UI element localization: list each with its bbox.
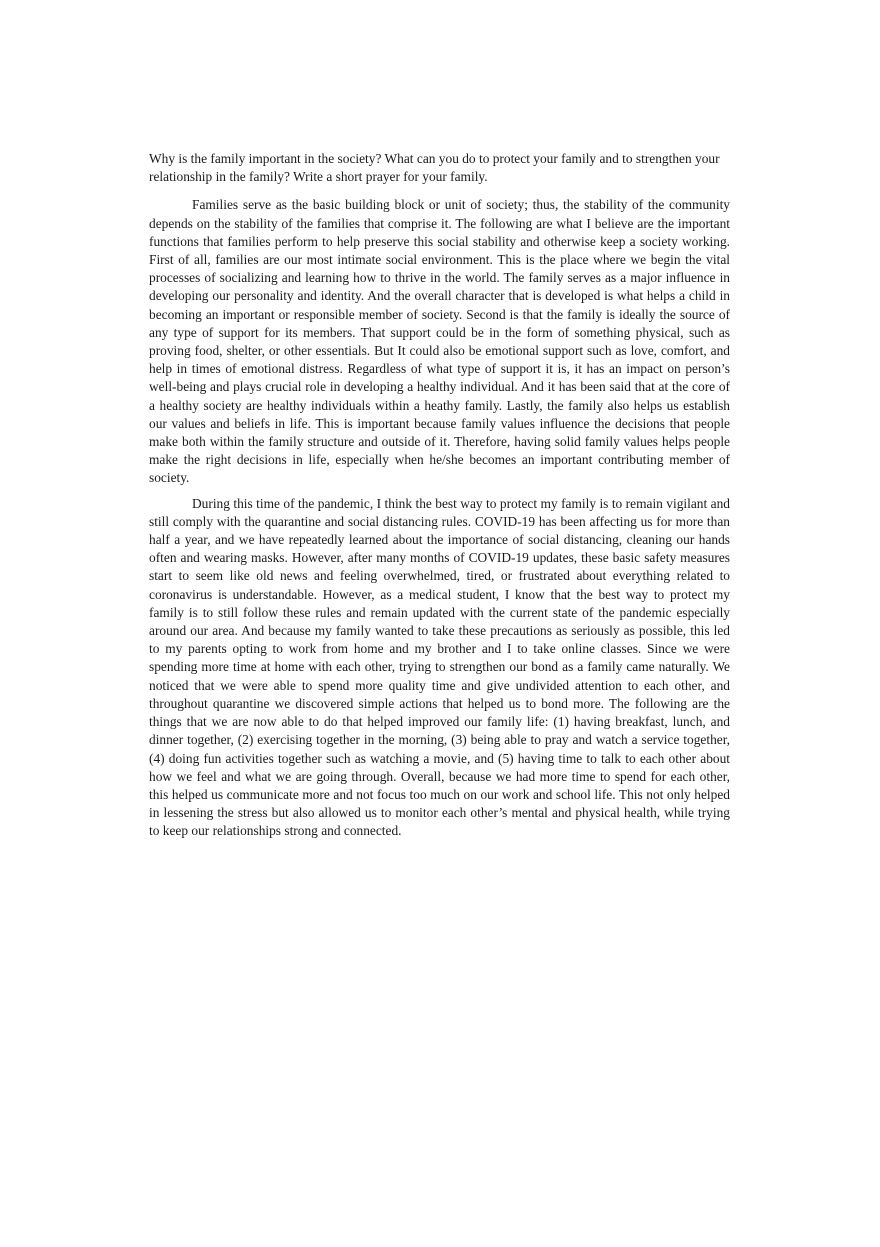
paragraph-pandemic-protection: During this time of the pandemic, I think the best way to protect my family is to remain vigilant and still comply with the quarantine and social distancing rules. COVID-19 has been affecting us for more than half a year, and we have repeatedly learned about the importance of social distancing, cleaning our hands often and wearing masks. However, after many months of COVID-19 updates, these basic safety measures start to seem like old news and feeling overwhelmed, tired, or frustrated about everything related to coronavirus is understandable. However, as a medical student, I know that the best way to protect my family is to still follow these rules and remain updated with the current state of the pandemic especially around our area. And because my family wanted to take these precautions as seriously as possible, this led to my parents opting to work from home and my brother and I to take online classes. Since we were spending more time at home with each other, trying to strengthen our bond as a family came naturally. We noticed that we were able to spend more quality time and give undivided attention to each other, and throughout quarantine we discovered simple actions that helped us to bond more. The following are the things that we are now able to do that helped improved our family life: (1) having breakfast, lunch, and dinner together, (2) exercising together in the morning, (3) being able to pray and watch a service together, (4) doing fun activities together such as watching a movie, and (5) having time to talk to each other about how we feel and what we are going through. Overall, because we had more time to spend for each other, this helped us communicate more and not focus too much on our work and school life. This not only helped in lessening the stress but also allowed us to monitor each other’s mental and physical health, while trying to keep our relationships strong and connected. <box>149 495 730 839</box>
document-body <box>149 150 730 848</box>
essay-prompt: Why is the family important in the society? What can you do to protect your family and to strengthen your relationship in the family? Write a short prayer for your family. <box>149 151 720 185</box>
paragraph-family-functions: Families serve as the basic building block or unit of society; thus, the stability of the community depends on the stability of the families that comprise it. The following are what I believe are the important functions that families perform to help preserve this social stability and otherwise keep a society working. First of all, families are our most intimate social environment. This is the place where we begin the vital processes of socializing and learning how to thrive in the world. The family serves as a major influence in developing our personality and identity. And the overall character that is developed is what helps a child in becoming an important or responsible member of society. Second is that the family is ideally the source of any type of support for its members. That support could be in the form of something physical, such as proving food, shelter, or other essentials. But It could also be emotional support such as love, comfort, and help in times of emotional distress. Regardless of what type of support it is, it has an impact on person’s well-being and plays crucial role in developing a healthy individual. And it has been said that at the core of a healthy society are healthy individuals within a heathy family. Lastly, the family also helps us establish our values and beliefs in life. This is important because family values influence the decisions that people make both within the family structure and outside of it. Therefore, having solid family values helps people make the right decisions in life, especially when he/she becomes an important contributing member of society. <box>149 197 730 486</box>
